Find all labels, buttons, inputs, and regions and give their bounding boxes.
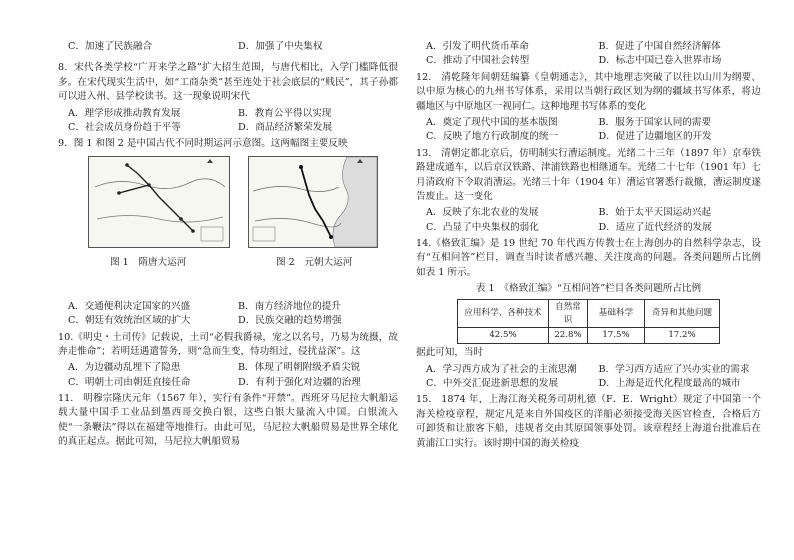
yuan-canal-map-image — [249, 157, 377, 247]
q14-option-d[interactable]: D．上海是近代化程度最高的城市 — [598, 378, 741, 390]
table-header-row — [458, 299, 720, 328]
table-header-cell: 应用科学、各种技术 — [458, 299, 549, 328]
q13-options — [416, 206, 761, 235]
question-12: 12. 清乾隆年间朝廷编纂《皇朝通志》，其中地理志突破了以往以山川为纲要、以中原为核心的九州书写体系，采用以当朝行政区划为纲的疆域书写体系，将边疆地区与中原地区一视同仁。这种地理书写体系的变化 — [416, 71, 761, 112]
question-9: 9．图 1 和图 2 是中国古代不同时期运河示意图。这两幅图主要反映 — [58, 138, 348, 150]
q10-option-c[interactable]: C．明朝土司由朝廷直接任命 — [68, 376, 191, 388]
q9-option-a[interactable]: A．交通便利决定国家的兴盛 — [68, 300, 191, 312]
table-header-cell: 基础科学 — [588, 299, 645, 328]
table-cell: 17.2% — [645, 328, 720, 344]
sui-tang-canal-map — [88, 156, 230, 248]
q14-option-b[interactable]: B．学习西方适应了兴办实业的需求 — [598, 363, 750, 375]
q14-option-a[interactable]: A．学习西方成为了社会的主流思潮 — [426, 363, 577, 375]
q9-option-b[interactable]: B．南方经济地位的提升 — [238, 300, 341, 312]
table-cell: 22.8% — [549, 328, 588, 344]
q14-option-c[interactable]: C．中外交汇促进新思想的发展 — [426, 378, 559, 390]
question-8: 8．宋代各类学校“广开来学之路”扩大招生范围，与唐代相比，入学门槛降低很多。在宋代现实生活中，如“工商杂类”甚至连处于社会底层的“贱民”，其子孙都可以进入州、县学校读书。这一现象说明宋代 — [58, 62, 398, 103]
q8-option-c[interactable]: C．社会成员身份趋于平等 — [68, 121, 181, 133]
q13-option-a[interactable]: A．反映了东北农业的发展 — [426, 207, 539, 219]
q8-option-d[interactable]: D．商品经济繁荣发展 — [238, 121, 333, 133]
q14-prompt: 据此可知，当时 — [416, 347, 484, 359]
q12-option-c[interactable]: C．反映了地方行政制度的统一 — [426, 131, 559, 143]
table-header-cell: 自然常识 — [549, 299, 588, 328]
left-column — [58, 38, 398, 450]
q7-options — [58, 40, 398, 54]
question-15: 15. 1874 年，上海江海关税务司胡札德（F．E．Wright）规定了中国第一个海关检疫章程，规定凡是来自外国疫区的洋船必须接受海关医官检查，合格后方可卸货和让旅客下船，违规者交由其原国领事处罚。该章程经上海道台批准后在黄浦江口实行。该时期中国的海关检疫 — [416, 394, 761, 449]
q11-option-c[interactable]: C．推动了中国社会转型 — [426, 55, 530, 67]
q12-option-a[interactable]: A．奠定了现代中国的基本版图 — [426, 116, 558, 128]
right-column — [416, 38, 761, 451]
q8-option-b[interactable]: B．教育公平得以实现 — [238, 107, 332, 119]
q7-option-c[interactable]: C．加速了民族融合 — [68, 41, 153, 52]
q9-option-c[interactable]: C．朝廷有效统治区域的扩大 — [68, 315, 191, 327]
q8-options — [58, 107, 398, 136]
q13-option-b[interactable]: B．始于太平天国运动兴起 — [598, 207, 712, 219]
question-10: 10.《明史・土司传》记载说，土司“必假我爵禄，宠之以名号，乃易为统摄，故奔走惟命”；若明廷遇遣誓务，则“急而生变，恃功组过，侵扰益深”。这 — [58, 331, 398, 357]
q7-option-d[interactable]: D．加强了中央集权 — [238, 41, 323, 52]
q13-option-d[interactable]: D．适应了近代经济的发展 — [598, 221, 712, 233]
question-11: 11. 明穆宗隆庆元年（1567 年），实行有条件“开禁”。西班牙马尼拉大帆船运载大量中国手工业品到墨西哥交换白银，这些白银大量流入中国。白银流入使“一条鞭法”得以在福建等地推行。由此可见，马尼拉大帆船贸易是世界全球化的真正起点。据此可知，马尼拉大帆船贸易 — [58, 393, 398, 448]
map1-caption: 图 1 隋唐大运河 — [110, 256, 187, 268]
q14-options — [416, 363, 761, 392]
q9-option-d[interactable]: D．民族交融的趋势增强 — [238, 315, 342, 327]
q10-options — [58, 361, 398, 390]
q8-option-a[interactable]: A．理学形成推动教育发展 — [68, 107, 181, 119]
table-cell: 17.5% — [588, 328, 645, 344]
canal-maps — [58, 156, 398, 298]
q9-options — [58, 300, 398, 329]
q10-option-a[interactable]: A．为边疆动乱埋下了隐患 — [68, 362, 181, 374]
yuan-canal-map — [248, 156, 378, 248]
table-caption: 表 1 《格致汇编》“互相问答”栏目各类问题所占比例 — [475, 283, 702, 295]
question-14: 14.《格致汇编》是 19 世纪 70 年代西方传教士在上海创办的自然科学杂志，设有“互相问答”栏目，调查当时读者感兴趣、关注度高的问题。各类问题所占比例如表 1 所示。 — [416, 238, 761, 278]
q11-option-a[interactable]: A．引发了明代货币革命 — [426, 41, 529, 52]
q10-option-b[interactable]: B．体现了明朝附级矛盾尖锐 — [238, 362, 361, 374]
sui-tang-canal-map-image — [89, 157, 229, 247]
question-ratio-table — [457, 299, 720, 345]
q12-option-b[interactable]: B．服务于国家认同的需要 — [598, 116, 712, 128]
table-row — [458, 328, 720, 344]
q11-option-b[interactable]: B．促进了中国自然经济解体 — [598, 41, 721, 52]
q11-options — [416, 40, 761, 69]
q12-options — [416, 116, 761, 145]
map2-caption: 图 2 元朝大运河 — [276, 256, 353, 268]
q12-option-d[interactable]: D．促进了边疆地区的开发 — [598, 131, 712, 143]
question-13: 13. 清朝定都北京后，仿明制实行漕运制度。光绪二十三年（1897 年）京奉铁路建成通车，以后京汉铁路、津浦铁路也相继通车。光绪二十七年（1901 年）七月清政府下令取消漕运。光绪三十年（1904 年）漕运官署悉行裁撤，漕运制度遂告废止。这一变化 — [416, 147, 761, 202]
q11-option-d[interactable]: D．标志中国已卷入世界市场 — [598, 55, 722, 67]
table-header-cell: 奇异和其他问题 — [645, 299, 720, 328]
table-cell: 42.5% — [458, 328, 549, 344]
q10-option-d[interactable]: D．有利于强化对边疆的治理 — [238, 376, 361, 388]
q13-option-c[interactable]: C．凸显了中央集权的弱化 — [426, 221, 539, 233]
